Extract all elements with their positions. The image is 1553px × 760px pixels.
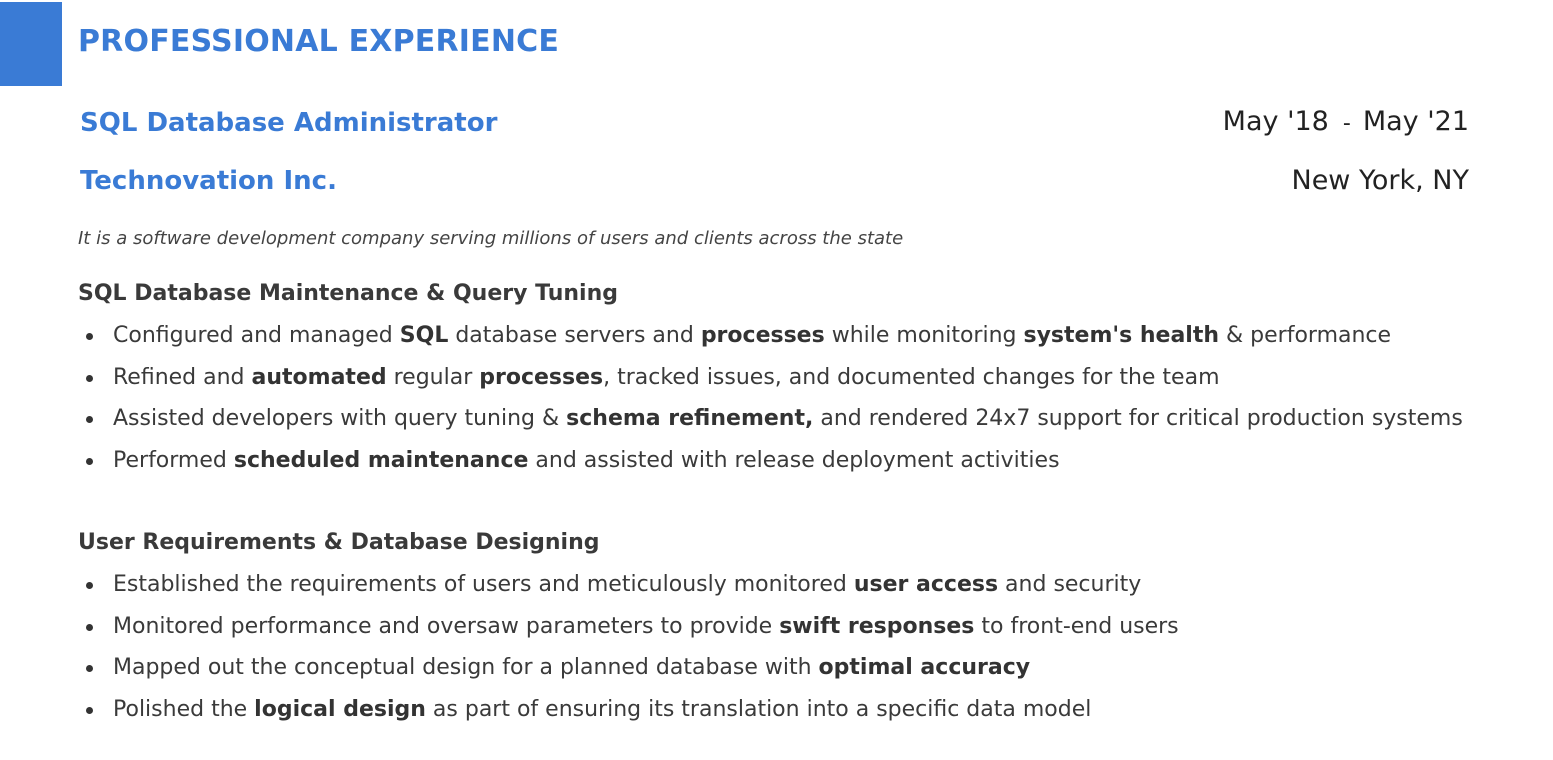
list-item: Refined and automated regular processes, tracked issues, and documented changes for the team xyxy=(78,363,1463,405)
company-name: Technovation Inc. xyxy=(80,166,337,196)
bullet-list-requirements xyxy=(78,570,1179,736)
section-title: PROFESSIONAL EXPERIENCE xyxy=(78,24,560,59)
bullet-dot xyxy=(86,333,93,340)
bullet-dot xyxy=(86,458,93,465)
end-date: May '21 xyxy=(1362,106,1469,137)
job-title: SQL Database Administrator xyxy=(80,108,498,138)
bullet-dot xyxy=(86,375,93,382)
bullet-dot xyxy=(86,624,93,631)
section-accent-bar xyxy=(0,2,62,86)
list-item: Monitored performance and oversaw parameters to provide swift responses to front-end users xyxy=(78,612,1179,654)
job-location: New York, NY xyxy=(1291,165,1469,196)
list-item: Configured and managed SQL database servers and processes while monitoring system's health & performance xyxy=(78,321,1463,363)
subheading-requirements: User Requirements & Database Designing xyxy=(78,530,600,555)
list-item: Assisted developers with query tuning & schema refinement, and rendered 24x7 support for critical production systems xyxy=(78,404,1463,446)
list-item: Polished the logical design as part of ensuring its translation into a specific data model xyxy=(78,695,1179,737)
list-item: Established the requirements of users and meticulously monitored user access and security xyxy=(78,570,1179,612)
list-item: Mapped out the conceptual design for a planned database with optimal accuracy xyxy=(78,653,1179,695)
bullet-dot xyxy=(86,665,93,672)
employment-dates xyxy=(1223,106,1469,137)
bullet-dot xyxy=(86,582,93,589)
date-separator: - xyxy=(1342,111,1351,136)
start-date: May '18 xyxy=(1222,106,1329,137)
bullet-dot xyxy=(86,416,93,423)
bullet-list-maintenance xyxy=(78,321,1463,487)
bullet-dot xyxy=(86,707,93,714)
company-description: It is a software development company serving millions of users and clients across the state xyxy=(78,228,904,249)
subheading-maintenance: SQL Database Maintenance & Query Tuning xyxy=(78,281,618,306)
list-item: Performed scheduled maintenance and assisted with release deployment activities xyxy=(78,446,1463,488)
